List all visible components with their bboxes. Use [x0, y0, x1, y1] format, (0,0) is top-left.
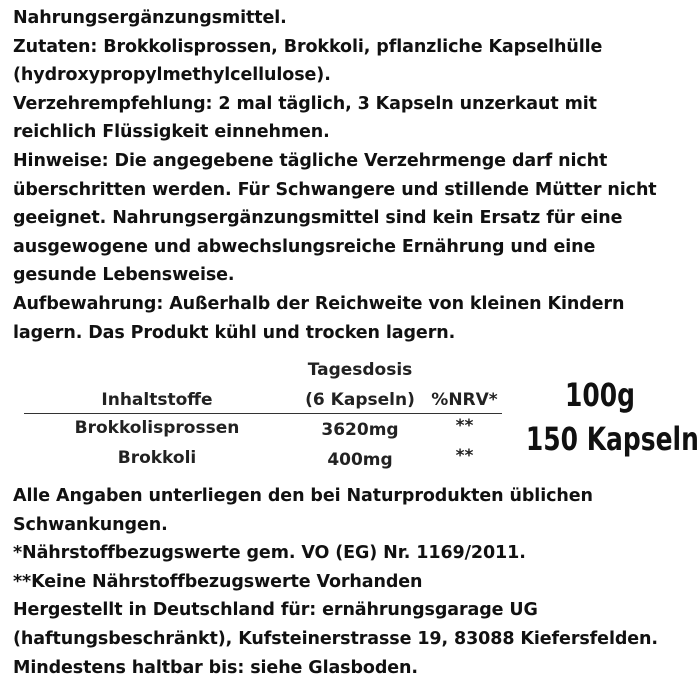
text-line: Zutaten: Brokkolisprossen, Brokkoli, pflanzliche Kapselhülle — [13, 36, 603, 57]
package-count: 150 Kapseln — [525, 420, 699, 458]
text-line: (haftungsbeschränkt), Kufsteinerstrasse 19, 83088 Kiefersfelden. — [13, 628, 658, 649]
row-name: Brokkoli — [117, 448, 197, 468]
table-divider — [24, 413, 502, 414]
header-kapseln: (6 Kapseln) — [305, 390, 415, 410]
text-line: Hergestellt in Deutschland für: ernährungsgarage UG — [13, 600, 538, 621]
row-nrv: ** — [455, 416, 474, 436]
row-nrv: ** — [455, 446, 474, 466]
package-weight: 100g — [565, 376, 635, 414]
text-line: Hinweise: Die angegebene tägliche Verzehrmenge darf nicht — [13, 150, 608, 171]
text-line: lagern. Das Produkt kühl und trocken lagern. — [13, 322, 456, 343]
header-inhaltstoffe: Inhaltstoffe — [101, 390, 213, 410]
text-line: ausgewogene und abwechslungsreiche Ernährung und eine — [13, 236, 596, 257]
text-line: *Nährstoffbezugswerte gem. VO (EG) Nr. 1169/2011. — [13, 543, 526, 564]
text-line: **Keine Nährstoffbezugswerte Vorhanden — [13, 571, 423, 592]
text-line: Schwankungen. — [13, 514, 168, 535]
label-text-top — [13, 4, 697, 347]
row-dose: 3620mg — [321, 420, 399, 440]
text-line: Aufbewahrung: Außerhalb der Reichweite von kleinen Kindern — [13, 293, 625, 314]
header-tagesdosis: Tagesdosis — [307, 360, 413, 380]
label-text-bottom — [13, 482, 697, 682]
text-line: Mindestens haltbar bis: siehe Glasboden. — [13, 657, 418, 678]
text-line: Nahrungsergänzungsmittel. — [13, 8, 287, 28]
row-name: Brokkolisprossen — [74, 418, 240, 438]
row-dose: 400mg — [327, 450, 393, 470]
text-line: überschritten werden. Für Schwangere und stillende Mütter nicht — [13, 179, 657, 200]
ingredients-table — [22, 358, 502, 478]
header-nrv: %NRV* — [431, 390, 498, 410]
text-line: Verzehrempfehlung: 2 mal täglich, 3 Kapseln unzerkaut mit — [13, 93, 597, 114]
text-line: geeignet. Nahrungsergänzungsmittel sind kein Ersatz für eine — [13, 208, 623, 229]
text-line: (hydroxypropylmethylcellulose). — [13, 65, 331, 86]
text-line: gesunde Lebensweise. — [13, 265, 235, 286]
text-line: reichlich Flüssigkeit einnehmen. — [13, 122, 330, 143]
text-line: Alle Angaben unterliegen den bei Naturprodukten üblichen — [13, 486, 593, 506]
